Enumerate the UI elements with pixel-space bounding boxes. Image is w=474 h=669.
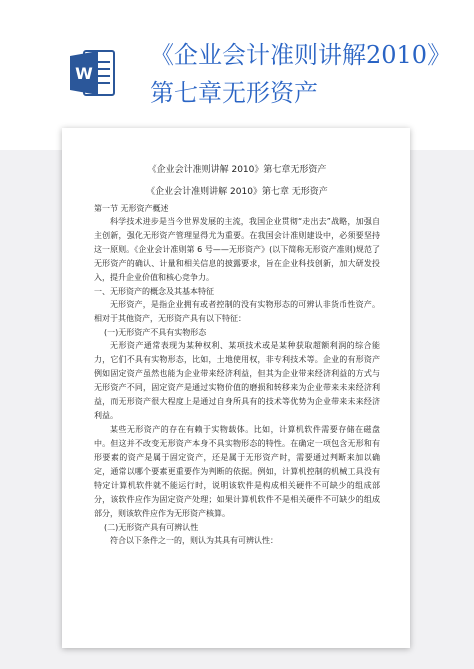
page-title: 《企业会计准则讲解2010》第七章无形资产 [150, 41, 440, 107]
paragraph: 科学技术进步是当今世界发展的主流，我国企业贯彻“走出去”战略，加强自主创新，强化无形资产管理显得尤为重要。在我国会计准则建设中，必须要坚持这一原则。《企业会计准则第 6 号——无形资产》(以下简称无形资产准则)规范了无形资产的确认、计量和相关信息的披露要求，旨在企业科技创新，加大研发投入，提升企业价值和核心竞争力。 [94, 217, 380, 282]
document-title: 《企业会计准则讲解 2010》第七章无形资产 [147, 165, 327, 175]
list-item-heading: (二)无形资产具有可辨认性 [104, 523, 199, 532]
paragraph: 无形资产，是指企业拥有或者控制的没有实物形态的可辨认非货币性资产。相对于其他资产，无形资产具有以下特征： [94, 300, 380, 323]
document-subtitle: 《企业会计准则讲解 2010》第七章 无形资产 [146, 187, 328, 197]
list-item-heading: (一)无形资产不具有实物形态 [104, 328, 207, 337]
paragraph: 某些无形资产的存在有赖于实物载体。比如，计算机软件需要存储在磁盘中。但这并不改变无形资产本身不具实物形态的特性。在确定一项包含无形和有形要素的资产是属于固定资产，还是属于无形资产时，需要通过判断来加以确定，通常以哪个要素更重要作为判断的依据。例如，计算机控制的机械工具没有特定计算机软件就不能运行时，说明该软件是构成相关硬件不可缺少的组成部分，该软件应作为固定资产处理；如果计算机软件不是相关硬件不可缺少的组成部分，则该软件应作为无形资产核算。 [94, 425, 380, 518]
document-page [62, 128, 410, 648]
word-logo-letter: W [75, 64, 93, 83]
paragraph: 无形资产通常表现为某种权利、某项技术或是某种获取超额利润的综合能力，它们不具有实物形态，比如，土地使用权，非专利技术等。企业的有形资产例如固定资产虽然也能为企业带来经济利益，但其为企业带来经济利益的方式与无形资产不同，固定资产是通过实物价值的磨损和转移来为企业带来未来经济利益，而无形资产很大程度上是通过自身所具有的技术等优势为企业带来未来经济利益。 [94, 341, 380, 420]
word-doc-icon [70, 48, 116, 98]
paragraph: 符合以下条件之一的，则认为其具有可辨认性： [110, 536, 278, 545]
section-heading: 第一节 无形资产概述 [94, 204, 169, 213]
subsection-heading: 一、无形资产的概念及其基本特征 [94, 287, 214, 296]
